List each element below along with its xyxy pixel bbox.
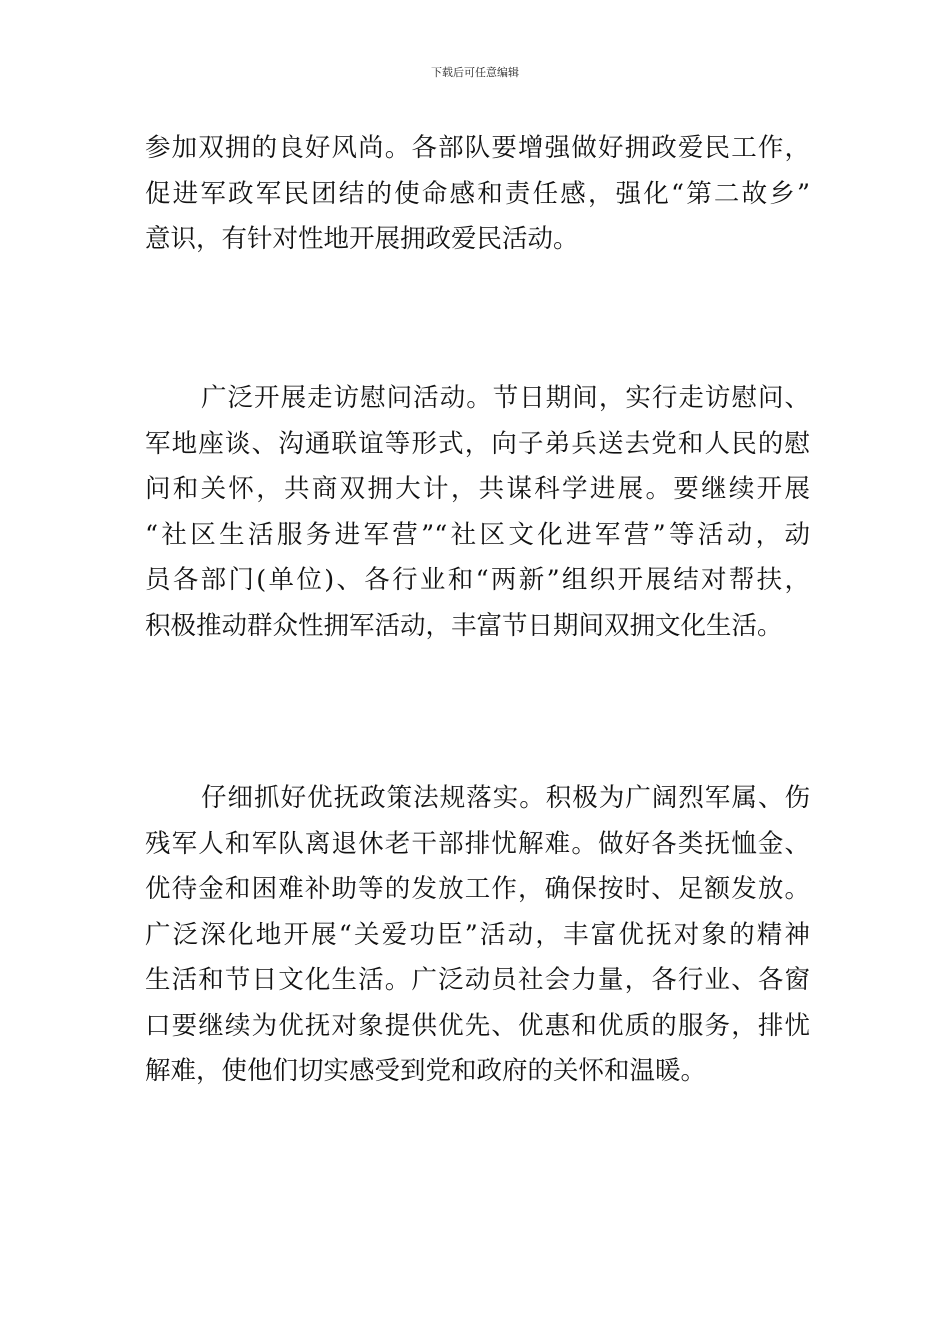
paragraph-line: 解难，使他们切实感受到党和政府的关怀和温暖。 [145, 1056, 707, 1086]
paragraph-line: 仔细抓好优抚政策法规落实。积极为广阔烈军属、伤 [201, 783, 810, 813]
paragraph-line: 生活和节日文化生活。广泛动员社会力量，各行业、各窗 [145, 965, 810, 995]
paragraph-line: 口要继续为优抚对象提供优先、优惠和优质的服务，排忧 [145, 1010, 810, 1041]
paragraph-line: 积极推动群众性拥军活动，丰富节日期间双拥文化生活。 [145, 610, 783, 641]
paragraph-1 [145, 126, 810, 263]
paragraph-line: 军地座谈、沟通联谊等形式，向子弟兵送去党和人民的慰 [145, 428, 810, 459]
paragraph-line: 员各部门(单位)、各行业和“两新”组织开展结对帮扶， [145, 565, 810, 595]
paragraph-line: 残军人和军队离退休老干部排忧解难。做好各类抚恤金、 [145, 828, 810, 859]
paragraph-line: 广泛开展走访慰问活动。节日期间，实行走访慰问、 [201, 383, 810, 413]
paragraph-line: 意识，有针对性地开展拥政爱民活动。 [145, 224, 579, 254]
paragraph-line: “社区生活服务进军营”“社区文化进军营”等活动，动 [145, 519, 810, 550]
paragraph-line: 问和关怀，共商双拥大计，共谋科学进展。要继续开展 [145, 474, 810, 504]
paragraph-2 [145, 376, 810, 649]
paragraph-line: 优待金和困难补助等的发放工作，确保按时、足额发放。 [145, 874, 810, 904]
paragraph-line: 促进军政军民团结的使命感和责任感，强化“第二故乡” [145, 178, 810, 209]
paragraph-line: 广泛深化地开展“关爱功臣”活动，丰富优抚对象的精神 [145, 919, 810, 950]
page-header-note: 下载后可任意编辑 [431, 66, 519, 79]
paragraph-3 [145, 776, 810, 1095]
paragraph-line: 参加双拥的良好风尚。各部队要增强做好拥政爱民工作， [145, 133, 810, 163]
